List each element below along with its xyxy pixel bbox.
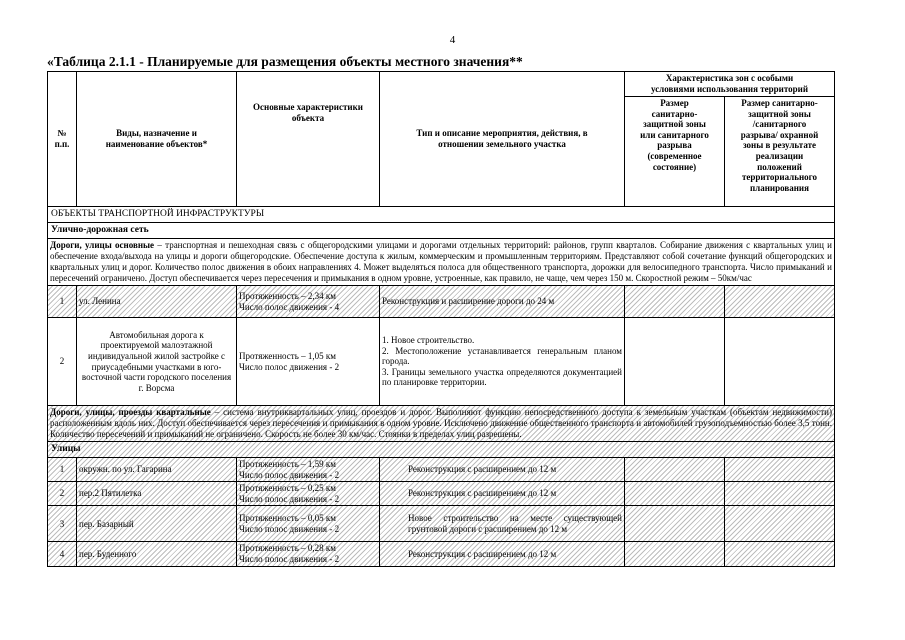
table-row bbox=[48, 458, 835, 482]
description-quarter-roads bbox=[48, 406, 835, 442]
description-row bbox=[48, 406, 835, 442]
row-number: 1 bbox=[48, 458, 77, 482]
section-row bbox=[48, 207, 835, 223]
subsection-row bbox=[48, 442, 835, 458]
header-zone-current: Размер санитарно- защитной зоны или санитарного разрыва (современное состояние) bbox=[625, 97, 725, 207]
header-row bbox=[48, 72, 835, 97]
row-name: пер.2 Пятилетка bbox=[77, 482, 237, 506]
row-characteristics: Протяженность – 0,25 км Число полос движения - 2 bbox=[237, 482, 380, 506]
table-row bbox=[48, 286, 835, 318]
row-number: 1 bbox=[48, 286, 77, 318]
row-number: 2 bbox=[48, 482, 77, 506]
description-bold: Дороги, улицы основные bbox=[50, 240, 155, 250]
row-characteristics: Протяженность – 2,34 км Число полос движения - 4 bbox=[237, 286, 380, 318]
row-action: 1. Новое строительство. 2. Местоположение устанавливается генеральным планом города. 3. Границы земельного участка определяются документацией по планировке территории. bbox=[380, 318, 625, 406]
row-characteristics: Протяженность – 0,05 км Число полос движения - 2 bbox=[237, 506, 380, 542]
description-row bbox=[48, 239, 835, 286]
subsection-row bbox=[48, 223, 835, 239]
row-zone-planned bbox=[725, 506, 835, 542]
row-zone-planned bbox=[725, 482, 835, 506]
table-row bbox=[48, 506, 835, 542]
row-action: Новое строительство на месте существующей грунтовой дороги с расширением до 12 м bbox=[380, 506, 625, 542]
row-name: пер. Буденного bbox=[77, 542, 237, 566]
row-number: 4 bbox=[48, 542, 77, 566]
row-name: пер. Базарный bbox=[77, 506, 237, 542]
row-zone-current bbox=[625, 286, 725, 318]
row-characteristics: Протяженность – 1,05 км Число полос движения - 2 bbox=[237, 318, 380, 406]
row-zone-current bbox=[625, 458, 725, 482]
row-name: окружн. по ул. Гагарина bbox=[77, 458, 237, 482]
row-name: ул. Ленина bbox=[77, 286, 237, 318]
table-row bbox=[48, 542, 835, 566]
row-action: Реконструкция с расширением до 12 м bbox=[380, 542, 625, 566]
row-action: Реконструкция и расширение дороги до 24 м bbox=[380, 286, 625, 318]
table-title: «Таблица 2.1.1 - Планируемые для размещения объекты местного значения** bbox=[47, 54, 523, 69]
subsection-title: Улицы bbox=[48, 442, 835, 458]
row-zone-planned bbox=[725, 542, 835, 566]
description-text: – система внутриквартальных улиц, проездов и дорог. Выполняют функцию непосредственного доступа к земельным участкам (объектам недвижимости) расположенным вдоль них. Доступ обеспечивается через пересечения и примыкания в одном уровне. Исключено движение общественного транспорта и автомобилей грузоподъемностью более 3,5 тонн. Количество пересечений и примыканий не ограничено. Скорость не более 30 км/час. Стоянки в пределах улиц разрешены. bbox=[50, 407, 832, 439]
section-title: ОБЪЕКТЫ ТРАНСПОРТНОЙ ИНФРАСТРУКТУРЫ bbox=[48, 207, 835, 223]
row-zone-current bbox=[625, 506, 725, 542]
table-row bbox=[48, 482, 835, 506]
row-zone-current bbox=[625, 482, 725, 506]
description-text: – транспортная и пешеходная связь с общегородскими улицами и дорогами отдельных территорий: районов, групп кварталов. Собирание движения с квартальных улиц и обеспечение входа/выхода на улицы и дороги общегородские. Обеспечение доступа к жилым, коммерческим и промышленным территориям. Представляют собой сочетание функций общегородских и квартальных улиц и дорог. Количество полос движения в обоих направлениях 4. Может выделяться полоса для общественного транспорта, дорожки для велосипедного транспорта. Число примыканий и пересечений ограничено. Доступ обеспечивается через пересечения и примыкания в одном уровне, устроенные, как правило, не чаще, чем через 150 м. Скоростной режим – 50км/час bbox=[50, 240, 833, 283]
header-object-type: Виды, назначение и наименование объектов* bbox=[77, 72, 237, 207]
description-bold: Дороги, улицы, проезды квартальные bbox=[50, 407, 211, 417]
header-number: № п.п. bbox=[48, 72, 77, 207]
planned-objects-table bbox=[47, 71, 835, 567]
row-action: Реконструкция с расширением до 12 м bbox=[380, 458, 625, 482]
header-characteristics: Основные характеристики объекта bbox=[237, 72, 380, 207]
row-characteristics: Протяженность – 1,59 км Число полос движения - 2 bbox=[237, 458, 380, 482]
row-characteristics: Протяженность – 0,28 км Число полос движения - 2 bbox=[237, 542, 380, 566]
description-main-roads bbox=[48, 239, 835, 286]
row-number: 2 bbox=[48, 318, 77, 406]
table-row bbox=[48, 318, 835, 406]
subsection-title: Улично-дорожная сеть bbox=[48, 223, 835, 239]
page-number: 4 bbox=[449, 34, 456, 46]
header-action: Тип и описание мероприятия, действия, в отношении земельного участка bbox=[380, 72, 625, 207]
row-zone-planned bbox=[725, 286, 835, 318]
row-number: 3 bbox=[48, 506, 77, 542]
row-zone-current bbox=[625, 318, 725, 406]
row-name: Автомобильная дорога к проектируемой малоэтажной индивидуальной жилой застройке с приусадебными участками в юго-восточной части городского поселения г. Ворсма bbox=[77, 318, 237, 406]
header-zone-planned: Размер санитарно- защитной зоны /санитарного разрыва/ охранной зоны в результате реализации положений территориального планирования bbox=[725, 97, 835, 207]
row-zone-planned bbox=[725, 458, 835, 482]
row-zone-current bbox=[625, 542, 725, 566]
header-zone-group: Характеристика зон с особыми условиями использования территорий bbox=[625, 72, 835, 97]
row-action: Реконструкция с расширением до 12 м bbox=[380, 482, 625, 506]
row-zone-planned bbox=[725, 318, 835, 406]
